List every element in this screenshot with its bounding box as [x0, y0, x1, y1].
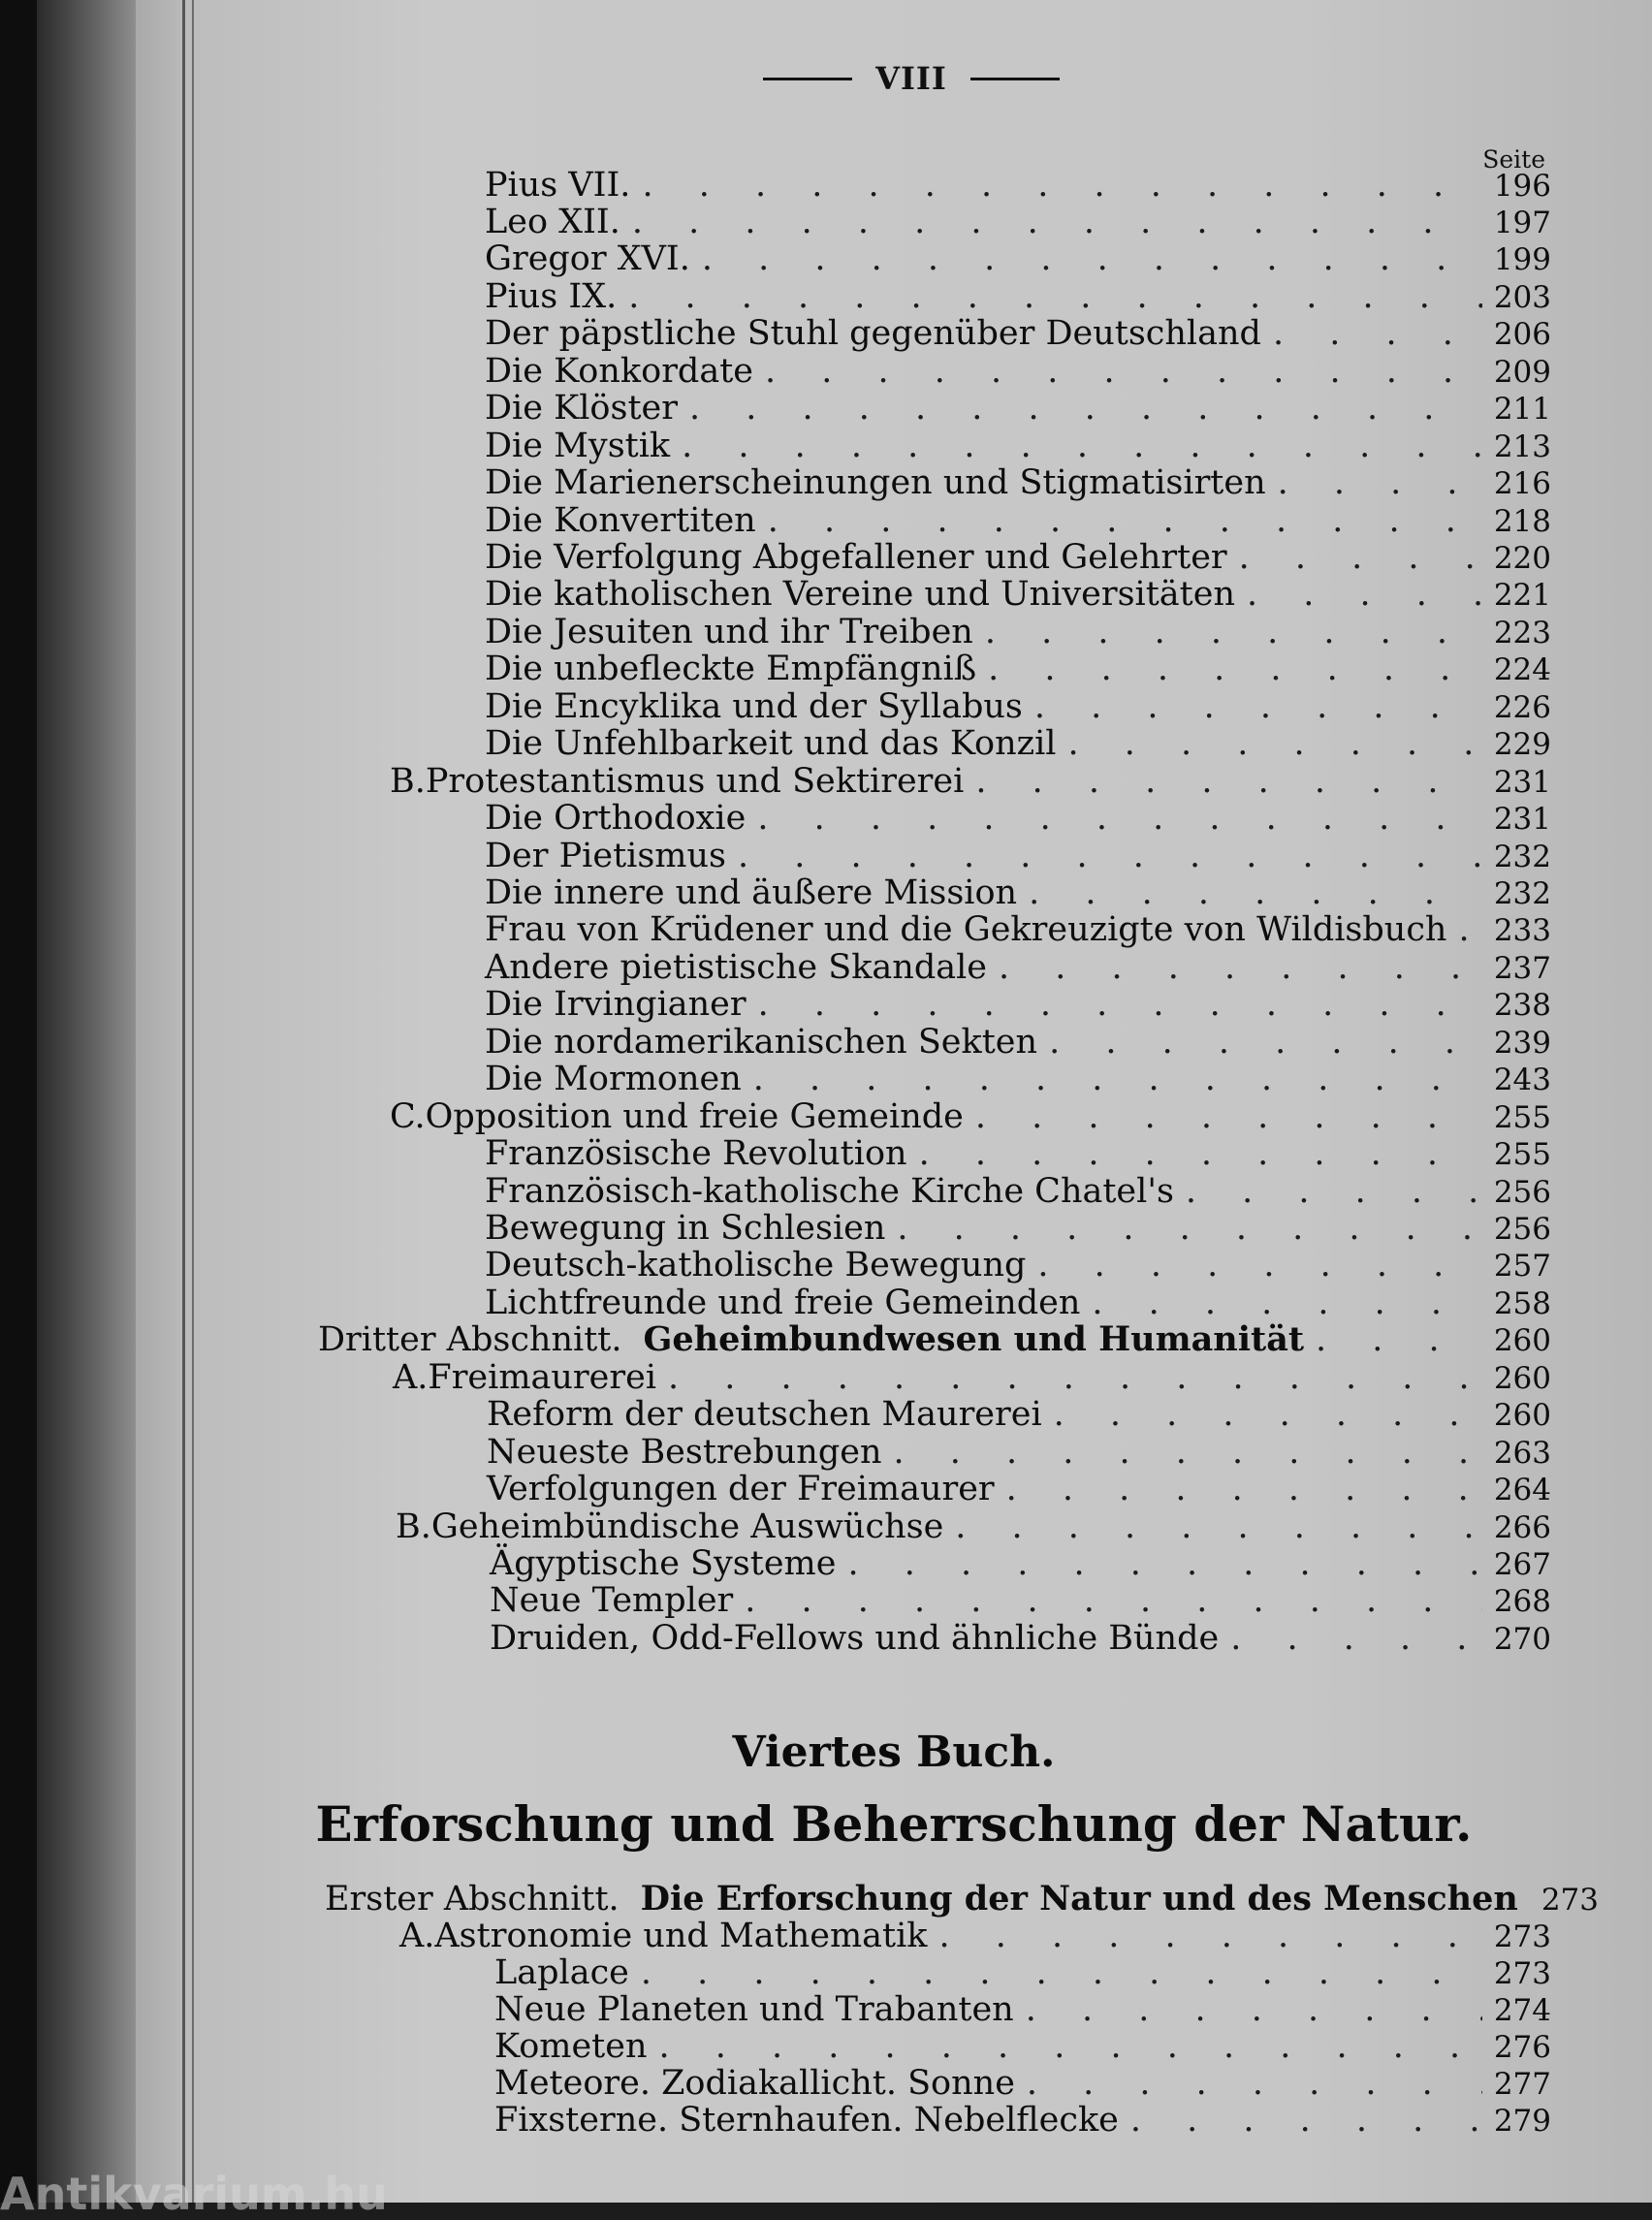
section-marker: A.	[399, 1917, 435, 1955]
toc-page-number: 268	[1493, 1584, 1551, 1619]
leader-dots	[641, 1954, 1482, 1991]
toc-section	[390, 763, 1551, 800]
toc-page-number: 196	[1493, 169, 1551, 204]
toc-entry-title: Die nordamerikanischen Sekten	[485, 1023, 1038, 1062]
toc-page-number: 224	[1493, 652, 1551, 687]
leader-dots	[975, 763, 1482, 800]
toc-entry	[487, 1434, 1551, 1471]
toc-section	[396, 1508, 1551, 1545]
toc-entry	[485, 650, 1551, 687]
toc-entry	[485, 315, 1551, 352]
toc-entry	[494, 1954, 1551, 1991]
toc-entry	[485, 539, 1551, 576]
leader-dots	[632, 204, 1482, 240]
toc-entry-title: Die Konvertiten	[485, 501, 756, 540]
toc-page-number: 213	[1493, 429, 1551, 464]
chapter-name: Die Erforschung der Natur und des Menschen	[640, 1879, 1518, 1919]
leader-dots	[1186, 1173, 1482, 1210]
toc-page-number: 218	[1493, 504, 1551, 539]
leader-dots	[999, 949, 1482, 986]
toc-page-number: 255	[1493, 1137, 1551, 1172]
toc-entry	[485, 1024, 1551, 1061]
toc-entry	[485, 986, 1551, 1023]
toc-page-number: 209	[1493, 355, 1551, 390]
leader-dots	[1037, 1247, 1481, 1284]
toc-entry-title: Neueste Bestrebungen	[487, 1433, 882, 1472]
toc-entry-title: Laplace	[494, 1953, 629, 1992]
toc-entry-title: Die Encyklika und der Syllabus	[485, 687, 1023, 726]
leader-dots	[919, 1135, 1482, 1172]
toc-entry	[485, 353, 1551, 390]
toc-entry-title: Gregor XVI.	[485, 239, 690, 278]
toc-entry	[494, 2028, 1551, 2065]
toc-page-number: 270	[1493, 1622, 1551, 1657]
leader-dots	[1006, 1471, 1482, 1507]
leader-dots	[768, 502, 1482, 539]
toc-section	[390, 1098, 1551, 1135]
toc-page-number: 238	[1493, 988, 1551, 1023]
leader-dots	[765, 353, 1482, 390]
leader-dots	[955, 1508, 1482, 1545]
toc-entry-title: Die unbefleckte Empfängniß	[485, 650, 977, 688]
leader-dots	[758, 986, 1482, 1023]
toc-page-number: 231	[1493, 765, 1551, 800]
leader-dots	[1026, 1991, 1482, 2028]
toc-entry	[485, 167, 1551, 204]
leader-dots	[753, 1061, 1482, 1097]
toc-page-number: 277	[1493, 2067, 1551, 2102]
toc-entry-title: Die Unfehlbarkeit und das Konzil	[485, 724, 1057, 763]
toc-entry-title: Neue Planeten und Trabanten	[494, 1990, 1014, 2029]
toc-entry	[485, 428, 1551, 464]
leader-dots	[1130, 2102, 1482, 2139]
toc-section-title: Astronomie und Mathematik	[434, 1917, 928, 1955]
toc-entry-title: Pius IX.	[485, 277, 618, 316]
toc-entry-title: Die Mormonen	[485, 1060, 742, 1098]
leader-dots	[1458, 911, 1481, 948]
toc-page-number: 256	[1493, 1175, 1551, 1210]
leader-dots	[642, 167, 1481, 204]
page-edge	[37, 0, 136, 2203]
leader-dots	[1054, 1396, 1482, 1433]
toc-page-number: 221	[1493, 578, 1551, 613]
leader-dots	[1230, 1620, 1482, 1657]
toc-page-number: 258	[1493, 1286, 1551, 1321]
toc-section-title: Opposition und freie Gemeinde	[425, 1097, 964, 1136]
gutter-line	[192, 0, 194, 2203]
leader-dots	[702, 240, 1482, 277]
toc-entry	[485, 204, 1551, 240]
toc-entry-title: Frau von Krüdener und die Gekreuzigte von Wildisbuch	[485, 910, 1447, 949]
toc-entry	[485, 688, 1551, 725]
toc-entry-title: Die innere und äußere Mission	[485, 873, 1018, 912]
toc-page-number: 199	[1493, 242, 1551, 277]
toc-entry	[485, 464, 1551, 501]
chapter-prefix: Dritter Abschnitt.	[318, 1320, 622, 1359]
gutter-line	[182, 0, 185, 2203]
toc-entry	[485, 240, 1551, 277]
toc-entry	[485, 1061, 1551, 1097]
toc-entry-title: Die Konkordate	[485, 352, 753, 391]
toc-page-number: 267	[1493, 1547, 1551, 1582]
toc-page-number: 231	[1493, 802, 1551, 837]
toc-page-number: 255	[1493, 1100, 1551, 1135]
toc-entry	[485, 874, 1551, 911]
book-heading: Viertes Buch.	[732, 1728, 1056, 1777]
toc-entry	[485, 1247, 1551, 1284]
toc-entry-title: Bewegung in Schlesien	[485, 1209, 886, 1248]
toc-page-number: 263	[1493, 1436, 1551, 1471]
book-page	[136, 0, 1652, 2203]
toc-entry	[485, 1284, 1551, 1321]
toc-entry-title: Leo XII.	[485, 203, 620, 241]
leader-dots	[1278, 464, 1482, 501]
toc-entry-title: Ägyptische Systeme	[490, 1544, 837, 1583]
toc-entry-title: Der Pietismus	[485, 837, 726, 875]
toc-entry	[487, 1396, 1551, 1433]
toc-entry	[485, 502, 1551, 539]
leader-dots	[894, 1434, 1482, 1471]
leader-dots	[975, 1098, 1482, 1135]
toc-page-number: 226	[1493, 690, 1551, 725]
toc-entry	[485, 278, 1551, 315]
section-marker: C.	[390, 1097, 426, 1136]
leader-dots	[985, 614, 1482, 650]
leader-dots	[1316, 1321, 1482, 1358]
toc-page-number: 274	[1493, 1993, 1551, 2028]
leader-dots	[988, 650, 1482, 687]
page-header	[756, 54, 1066, 103]
toc-entry-title: Kometen	[494, 2027, 648, 2066]
section-marker: A.	[393, 1358, 429, 1397]
leader-dots	[1029, 874, 1482, 911]
toc-entry-title: Die Mystik	[485, 427, 671, 465]
toc-entry	[485, 911, 1551, 948]
toc-entry-title: Lichtfreunde und freie Gemeinden	[485, 1284, 1081, 1322]
toc-entry-title: Der päpstliche Stuhl gegenüber Deutschland	[485, 314, 1261, 353]
toc-entry-title: Die Klöster	[485, 389, 678, 428]
toc-entry-title: Fixsterne. Sternhaufen. Nebelflecke	[494, 2101, 1119, 2140]
leader-dots	[847, 1545, 1481, 1582]
toc-page-number: 220	[1493, 541, 1551, 576]
toc-entry-title: Die Marienerscheinungen und Stigmatisirten	[485, 463, 1266, 502]
toc-entry-title: Deutsch-katholische Bewegung	[485, 1246, 1027, 1284]
toc-entry	[487, 1471, 1551, 1507]
toc-page-number: 243	[1493, 1062, 1551, 1097]
toc-section	[393, 1359, 1551, 1396]
toc-page-number: 264	[1493, 1473, 1551, 1507]
toc-entry	[485, 949, 1551, 986]
toc-chapter	[318, 1321, 1551, 1358]
toc-entry-title: Druiden, Odd-Fellows und ähnliche Bünde	[490, 1619, 1220, 1658]
toc-entry	[494, 2065, 1551, 2102]
leader-dots	[897, 1210, 1481, 1247]
leader-dots	[668, 1359, 1482, 1396]
toc-entry-title: Pius VII.	[485, 166, 631, 205]
toc-page-number: 232	[1493, 876, 1551, 911]
toc-entry-title: Die Verfolgung Abgefallener und Gelehrter	[485, 538, 1227, 577]
watermark: Antikvarium.hu	[0, 2168, 388, 2220]
header-rule-left	[763, 78, 852, 80]
toc-section-title: Freimaurerei	[428, 1358, 657, 1397]
toc-page-number: 273	[1493, 1956, 1551, 1991]
toc-entry-title: Andere pietistische Skandale	[485, 948, 988, 987]
toc-entry	[494, 1991, 1551, 2028]
toc-entry-title: Die Irvingianer	[485, 985, 747, 1024]
toc-chapter-title	[318, 1321, 1304, 1358]
toc-entry-title: Die Orthodoxie	[485, 799, 747, 838]
leader-dots	[682, 428, 1482, 464]
toc-section-title: Protestantismus und Sektirerei	[425, 762, 965, 801]
toc-page-number: 211	[1493, 392, 1551, 427]
leader-dots	[1034, 688, 1482, 725]
toc-page-number: 232	[1493, 840, 1551, 874]
leader-dots	[757, 800, 1482, 837]
toc-page-number: 257	[1493, 1249, 1551, 1284]
toc-page-number: 233	[1493, 913, 1551, 948]
toc-entry	[494, 2102, 1551, 2139]
header-rule-right	[970, 78, 1060, 80]
book-title: Erforschung und Beherrschung der Natur.	[315, 1795, 1473, 1853]
page-number: VIII	[875, 60, 947, 97]
toc-page-number: 260	[1493, 1323, 1551, 1358]
toc-entry	[485, 838, 1551, 874]
book-binding	[0, 0, 37, 2203]
chapter-prefix: Erster Abschnitt.	[325, 1880, 620, 1919]
toc-page-number: 273	[1541, 1883, 1599, 1918]
toc-section	[399, 1918, 1551, 1954]
toc-entry-title: Reform der deutschen Maurerei	[487, 1395, 1042, 1434]
leader-dots	[738, 838, 1482, 874]
leader-dots	[1027, 2065, 1482, 2102]
toc-entry-title: Die Jesuiten und ihr Treiben	[485, 613, 973, 651]
toc-page-number: 276	[1493, 2030, 1551, 2065]
leader-dots	[745, 1582, 1482, 1619]
toc-page-number: 266	[1493, 1510, 1551, 1545]
toc-page-number: 273	[1493, 1919, 1551, 1954]
toc-page-number: 229	[1493, 727, 1551, 762]
leader-dots	[628, 278, 1482, 315]
toc-entry	[485, 1210, 1551, 1247]
toc-page-number: 223	[1493, 616, 1551, 650]
toc-chapter	[325, 1879, 1599, 1919]
toc-entry	[485, 800, 1551, 837]
leader-dots	[1049, 1024, 1482, 1061]
toc-entry-title: Die katholischen Vereine und Universitäten	[485, 575, 1235, 614]
leader-dots	[1273, 315, 1482, 352]
toc-entry	[485, 576, 1551, 613]
toc-entry-title: Verfolgungen der Freimaurer	[487, 1470, 995, 1508]
toc-entry	[485, 1173, 1551, 1210]
leader-dots	[1239, 539, 1482, 576]
toc-page-number: 206	[1493, 317, 1551, 352]
leader-dots	[1247, 576, 1482, 613]
toc-entry-title: Neue Templer	[490, 1581, 734, 1620]
toc-entry	[485, 614, 1551, 650]
toc-section-title: Geheimbündische Auswüchse	[430, 1507, 944, 1546]
toc-entry	[490, 1582, 1551, 1619]
toc-page-number: 237	[1493, 951, 1551, 986]
toc-page-number: 256	[1493, 1212, 1551, 1247]
section-marker: B.	[390, 762, 426, 801]
toc-page-number: 260	[1493, 1398, 1551, 1433]
toc-entry	[490, 1545, 1551, 1582]
toc-entry-title: Meteore. Zodiakallicht. Sonne	[494, 2064, 1015, 2103]
toc-page-number: 203	[1493, 280, 1551, 315]
leader-dots	[1067, 725, 1481, 762]
toc-page-number: 260	[1493, 1361, 1551, 1396]
toc-page-number: 216	[1493, 466, 1551, 501]
toc-chapter-title	[325, 1881, 1518, 1918]
toc-entry-title: Französische Revolution	[485, 1134, 907, 1173]
toc-entry-title: Französisch-katholische Kirche Chatel's	[485, 1172, 1174, 1211]
toc-entry	[485, 725, 1551, 762]
toc-entry	[490, 1620, 1551, 1657]
toc-page-number: 279	[1493, 2104, 1551, 2139]
leader-dots	[1092, 1284, 1481, 1321]
leader-dots	[939, 1918, 1482, 1954]
toc-page-number: 197	[1493, 206, 1551, 240]
toc-entry	[485, 1135, 1551, 1172]
toc-entry	[485, 390, 1551, 427]
chapter-name: Geheimbundwesen und Humanität	[643, 1319, 1305, 1359]
section-marker: B.	[396, 1507, 431, 1546]
column-label: Seite	[1482, 145, 1545, 174]
leader-dots	[659, 2028, 1482, 2065]
leader-dots	[689, 390, 1482, 427]
toc-page-number: 239	[1493, 1026, 1551, 1061]
